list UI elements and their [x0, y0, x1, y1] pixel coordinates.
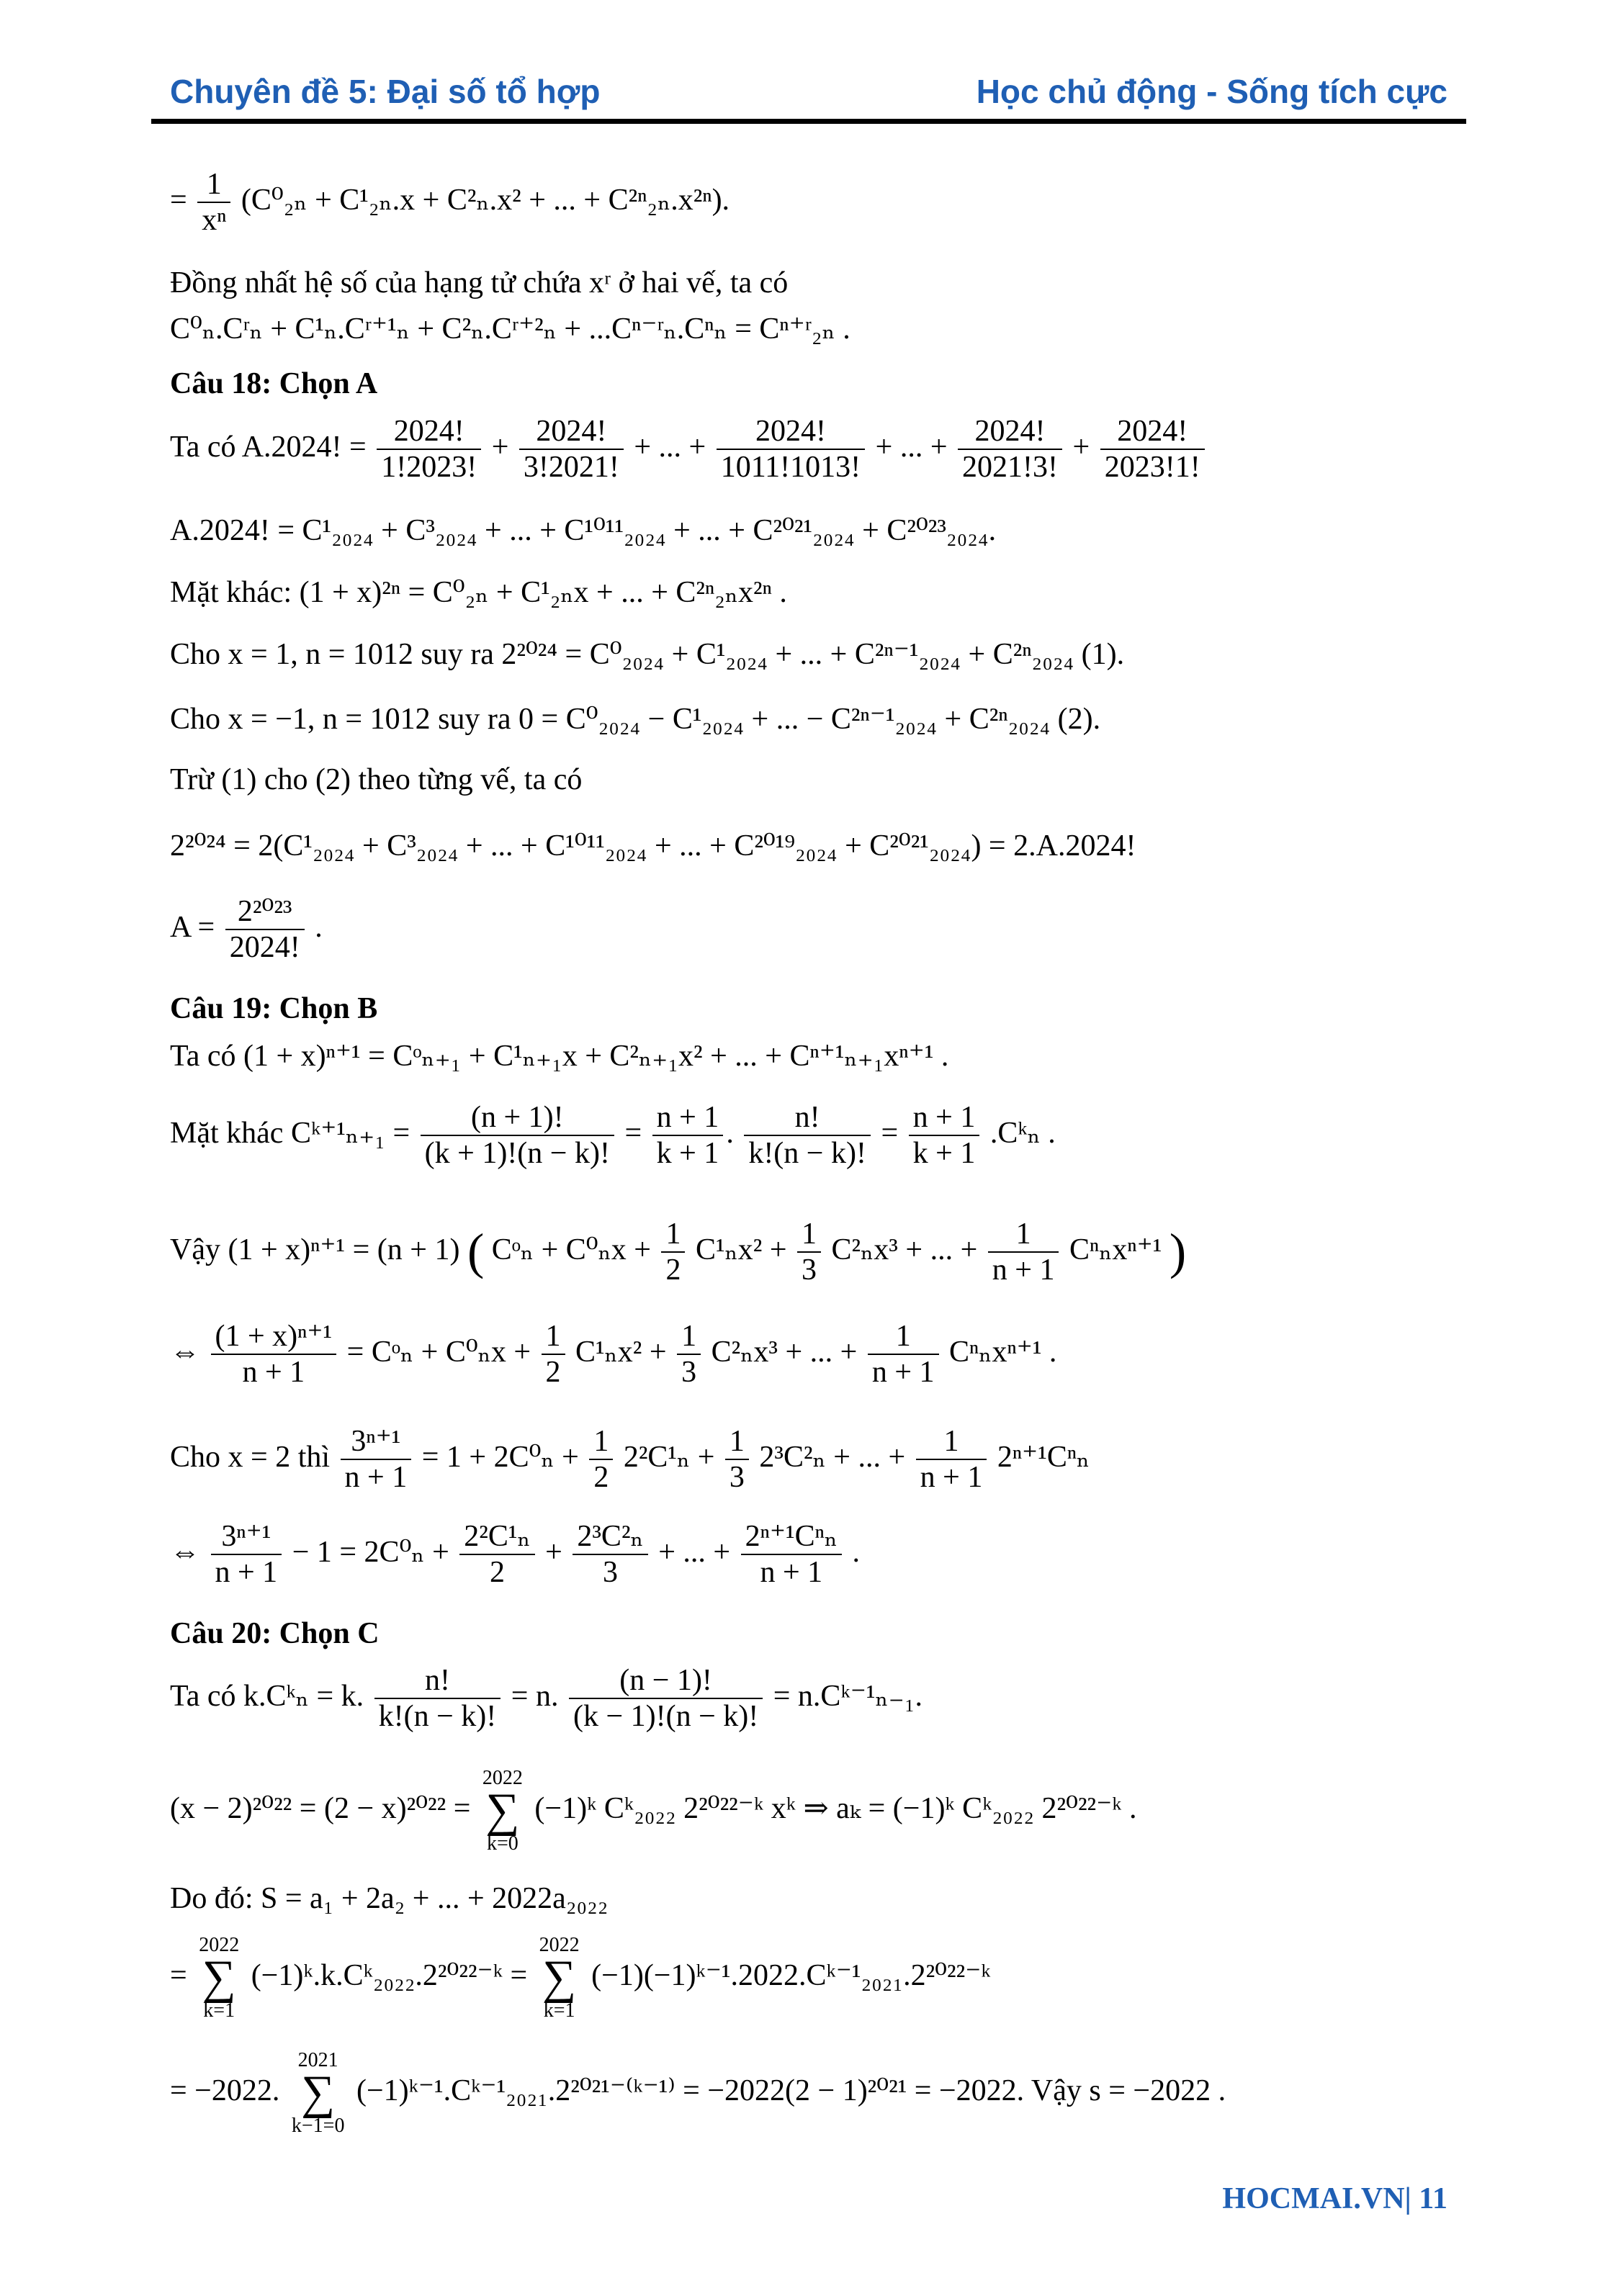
- fraction: [797, 1217, 821, 1288]
- fraction: [1100, 414, 1205, 485]
- expression: (−1)ᵏ Cᵏ₂₀₂₂ 2²⁰²²⁻ᵏ xᵏ ⇒ aₖ = (−1)ᵏ Cᵏ₂₀₂₂ 2²⁰²²⁻ᵏ .: [534, 1791, 1137, 1825]
- equation-line: ⇔ $\frac{\text{3ⁿ⁺¹}}{n + 1}$ − 1 = 2C⁰ₙ + $\frac{\text{2²C¹ₙ}}{2}$ + $\frac{\text{2³C²ₙ}}{3}$ + ... + $\frac{\text{2ⁿ⁺¹Cⁿₙ}}{n + 1}$ .: [170, 1520, 860, 1590]
- equivalence-sign: ⇔: [170, 1535, 200, 1569]
- equivalence-sign: ⇔: [170, 1335, 200, 1369]
- expression: Cho x = 2 thì: [170, 1440, 331, 1474]
- expression: Cⁿₙxⁿ⁺¹: [1069, 1233, 1162, 1266]
- expression: Cᵒₙ + C⁰ₙx +: [491, 1233, 651, 1266]
- denominator: 3: [681, 1356, 697, 1390]
- denominator: k!(n − k)!: [378, 1700, 497, 1734]
- denominator: 2024!: [229, 931, 300, 965]
- fraction: [909, 1100, 980, 1171]
- denominator: 2021!3!: [962, 451, 1059, 485]
- fraction: [211, 1519, 282, 1590]
- numerator: 1: [988, 1217, 1059, 1253]
- equation-line: Ta có A.2024! = $\frac{2024!}{1!2023!}$ + $\frac{2024!}{3!2021!}$ + ... + $\frac{2024!}{1011!1013!}$ + ... + $\frac{2024!}{2021!3!}$ + $\frac{2024!}{2023!1!}$: [170, 414, 1208, 485]
- fraction: [573, 1519, 647, 1590]
- numerator: 1: [797, 1217, 821, 1253]
- fraction: [725, 1424, 749, 1495]
- expression: (−1)ᵏ.k.Cᵏ₂₀₂₂.2²⁰²²⁻ᵏ =: [251, 1958, 528, 1992]
- denominator: (k + 1)!(n − k)!: [424, 1137, 610, 1171]
- denominator: n + 1: [992, 1253, 1055, 1287]
- expression: 2ⁿ⁺¹Cⁿₙ: [997, 1440, 1090, 1474]
- numerator: 3ⁿ⁺¹: [341, 1424, 412, 1460]
- fraction: [652, 1100, 724, 1171]
- denominator: n + 1: [760, 1556, 823, 1590]
- numerator: 1: [916, 1424, 987, 1460]
- expression: .: [852, 1535, 860, 1569]
- expression: 2²C¹ₙ +: [623, 1440, 715, 1474]
- fraction: [958, 414, 1062, 485]
- lower-limit: k=1: [543, 1999, 575, 2022]
- expression: 2³C²ₙ + ... +: [759, 1440, 906, 1474]
- numerator: 2024!: [958, 414, 1062, 450]
- summation: [539, 1935, 580, 2021]
- equation-line: [170, 1663, 923, 1734]
- expression: (−1)(−1)ᵏ⁻¹.2022.Cᵏ⁻¹₂₀₂₁.2²⁰²²⁻ᵏ: [591, 1958, 991, 1992]
- fraction: [421, 1100, 614, 1171]
- expression: = 1 + 2C⁰ₙ +: [421, 1440, 579, 1474]
- denominator: 3: [603, 1556, 619, 1590]
- denominator: 3: [802, 1253, 817, 1287]
- sigma-icon: ∑: [202, 1951, 236, 2004]
- numerator: 1: [589, 1424, 613, 1460]
- sigma-icon: ∑: [301, 2066, 336, 2119]
- expression: Ta có k.Cᵏₙ = k.: [170, 1679, 364, 1713]
- equation-line: A.2024! = C¹₂₀₂₄ + C³₂₀₂₄ + ... + C¹⁰¹¹₂₀₂₄ + ... + C²⁰²¹₂₀₂₄ + C²⁰²³₂₀₂₄.: [170, 514, 997, 547]
- numerator: n!: [744, 1100, 871, 1136]
- equation-line: Do đó: S = a₁ + 2a₂ + ... + 2022a₂₀₂₂: [170, 1882, 609, 1915]
- text-line: Trừ (1) cho (2) theo từng vế, ta có: [170, 763, 583, 796]
- denominator: 1011!1013!: [720, 451, 861, 485]
- fraction: [197, 167, 230, 238]
- lower-limit: k=0: [487, 1832, 519, 1855]
- equation-line: [170, 2050, 1226, 2136]
- equation-line: [170, 1217, 1186, 1288]
- denominator: 2023!1!: [1104, 451, 1200, 485]
- equation-line: Ta có (1 + x)ⁿ⁺¹ = Cᵒₙ₊₁ + C¹ₙ₊₁x + C²ₙ₊₁x² + ... + Cⁿ⁺¹ₙ₊₁xⁿ⁺¹ .: [170, 1040, 949, 1073]
- numerator: (n + 1)!: [421, 1100, 614, 1136]
- upper-limit: 2021: [297, 2049, 338, 2071]
- header-slogan: Học chủ động - Sống tích cực: [976, 73, 1447, 110]
- equation-line: Mặt khác: (1 + x)²ⁿ = C⁰₂ₙ + C¹₂ₙx + ... + C²ⁿ₂ₙx²ⁿ .: [170, 576, 787, 609]
- equation-line: Mặt khác Cᵏ⁺¹ₙ₊₁ = $\frac{(n + 1)!}{(k + 1)!(n - k)!}$ = $\frac{n + 1}{k + 1}$ . $\frac{n!}{k!(n - k)!}$ = $\frac{n + 1}{k + 1}$ .Cᵏₙ .: [170, 1101, 1056, 1171]
- fraction: [677, 1319, 701, 1390]
- numerator: 2024!: [717, 414, 865, 450]
- question-heading: Câu 20: Chọn C: [170, 1617, 380, 1650]
- fraction: [225, 894, 305, 965]
- denominator: n + 1: [920, 1461, 983, 1495]
- sigma-icon: ∑: [542, 1951, 577, 2004]
- denominator: 3: [729, 1461, 745, 1495]
- denominator: n + 1: [215, 1556, 278, 1590]
- expression: = n.: [511, 1679, 559, 1713]
- expression: Vậy (1 + x)ⁿ⁺¹ = (n + 1): [170, 1233, 460, 1266]
- expression: C¹ₙx² +: [695, 1233, 787, 1266]
- fraction: [741, 1519, 842, 1590]
- denominator: 2: [545, 1356, 561, 1390]
- equation-line: [170, 167, 730, 238]
- denominator: 2: [665, 1253, 681, 1287]
- expression: = −2022.: [170, 2074, 280, 2107]
- numerator: 1: [542, 1319, 565, 1355]
- fraction: [459, 1519, 534, 1590]
- fraction: [744, 1100, 871, 1171]
- numerator: n + 1: [652, 1100, 724, 1136]
- fraction: [589, 1424, 613, 1495]
- expression: = n.Cᵏ⁻¹ₙ₋₁.: [773, 1679, 923, 1713]
- numerator: 3ⁿ⁺¹: [211, 1519, 282, 1555]
- fraction: [661, 1217, 685, 1288]
- numerator: 2³C²ₙ: [573, 1519, 647, 1555]
- equation-line: [170, 1424, 1090, 1495]
- expression: (C⁰₂ₙ + C¹₂ₙ.x + C²ₙ.x² + ... + C²ⁿ₂ₙ.x²ⁿ).: [241, 183, 730, 217]
- header-topic: Chuyên đề 5: Đại số tổ hợp: [170, 73, 601, 110]
- expression: + ... +: [658, 1535, 731, 1569]
- equation-line: C⁰ₙ.Cʳₙ + C¹ₙ.Cʳ⁺¹ₙ + C²ₙ.Cʳ⁺²ₙ + ...Cⁿ⁻ʳₙ.Cⁿₙ = Cⁿ⁺ʳ₂ₙ .: [170, 312, 850, 346]
- fraction: [374, 1663, 501, 1734]
- expression: Cⁿₙxⁿ⁺¹ .: [949, 1335, 1057, 1369]
- equation-line: [170, 1319, 1056, 1390]
- expression: Mặt khác Cᵏ⁺¹ₙ₊₁ =: [170, 1116, 410, 1150]
- numerator: 1: [197, 167, 230, 203]
- summation: [482, 1768, 523, 1854]
- right-paren: ): [1169, 1224, 1187, 1280]
- expression: + ... +: [634, 430, 706, 464]
- equation-line: [170, 1935, 991, 2021]
- header-divider: [151, 119, 1466, 124]
- expression: C¹ₙx² +: [575, 1335, 667, 1369]
- upper-limit: 2022: [199, 1934, 240, 1956]
- numerator: 2ⁿ⁺¹Cⁿₙ: [741, 1519, 842, 1555]
- equation-line: [170, 1768, 1137, 1854]
- upper-limit: 2022: [482, 1767, 523, 1789]
- equation-line: 2²⁰²⁴ = 2(C¹₂₀₂₄ + C³₂₀₂₄ + ... + C¹⁰¹¹₂₀₂₄ + ... + C²⁰¹⁹₂₀₂₄ + C²⁰²¹₂₀₂₄) = 2.A.2024!: [170, 829, 1136, 863]
- fraction: [377, 414, 481, 485]
- equals: =: [170, 183, 187, 217]
- fraction: [211, 1319, 337, 1390]
- text-line: Đồng nhất hệ số của hạng tử chứa xʳ ở hai vế, ta có: [170, 266, 789, 300]
- left-paren: (: [467, 1224, 485, 1280]
- numerator: 2²⁰²³: [225, 894, 305, 930]
- lower-limit: k=1: [203, 1999, 235, 2022]
- equation-line: Cho x = 1, n = 1012 suy ra 2²⁰²⁴ = C⁰₂₀₂₄ + C¹₂₀₂₄ + ... + C²ⁿ⁻¹₂₀₂₄ + C²ⁿ₂₀₂₄ (1).: [170, 638, 1125, 671]
- page-footer: HOCMAI.VN| 11: [1222, 2182, 1447, 2215]
- denominator: n + 1: [242, 1356, 305, 1390]
- numerator: 1: [677, 1319, 701, 1355]
- expression: .Cᵏₙ .: [989, 1116, 1056, 1150]
- summation: [292, 2050, 345, 2136]
- numerator: 2024!: [519, 414, 624, 450]
- summation: [199, 1935, 239, 2021]
- expression: .: [315, 910, 323, 944]
- denominator: k!(n − k)!: [748, 1137, 866, 1171]
- equals: =: [170, 1958, 187, 1992]
- fraction: [569, 1663, 763, 1734]
- question-heading: Câu 18: Chọn A: [170, 367, 378, 400]
- denominator: 3!2021!: [523, 451, 619, 485]
- expression: = Cᵒₙ + C⁰ₙx +: [346, 1335, 531, 1369]
- expression: (x − 2)²⁰²² = (2 − x)²⁰²² =: [170, 1791, 471, 1825]
- expression: − 1 = 2C⁰ₙ +: [292, 1535, 449, 1569]
- question-heading: Câu 19: Chọn B: [170, 992, 378, 1025]
- numerator: 1: [661, 1217, 685, 1253]
- equation-line: [170, 894, 323, 965]
- expression: Ta có A.2024! =: [170, 430, 367, 464]
- denominator: 1!2023!: [381, 451, 477, 485]
- fraction: [868, 1319, 939, 1390]
- numerator: 2024!: [1100, 414, 1205, 450]
- denominator: 2: [593, 1461, 609, 1495]
- fraction: [717, 414, 865, 485]
- numerator: 2024!: [377, 414, 481, 450]
- sigma-icon: ∑: [485, 1784, 520, 1837]
- expression: C²ₙx³ + ... +: [711, 1335, 858, 1369]
- fraction: [341, 1424, 412, 1495]
- fraction: [519, 414, 624, 485]
- denominator: n + 1: [344, 1461, 408, 1495]
- denominator: 2: [489, 1556, 505, 1590]
- numerator: n!: [374, 1663, 501, 1699]
- numerator: (1 + x)ⁿ⁺¹: [211, 1319, 337, 1355]
- lower-limit: k−1=0: [291, 2114, 345, 2137]
- denominator: xⁿ: [202, 204, 227, 238]
- numerator: (n − 1)!: [569, 1663, 763, 1699]
- denominator: (k − 1)!(n − k)!: [573, 1700, 759, 1734]
- denominator: k + 1: [912, 1137, 976, 1171]
- numerator: 1: [868, 1319, 939, 1355]
- numerator: n + 1: [909, 1100, 980, 1136]
- equation-line: Cho x = −1, n = 1012 suy ra 0 = C⁰₂₀₂₄ − C¹₂₀₂₄ + ... − C²ⁿ⁻¹₂₀₂₄ + C²ⁿ₂₀₂₄ (2).: [170, 703, 1101, 736]
- expression: (−1)ᵏ⁻¹.Cᵏ⁻¹₂₀₂₁.2²⁰²¹⁻⁽ᵏ⁻¹⁾ = −2022(2 − 1)²⁰²¹ = −2022. Vậy s = −2022 .: [356, 2074, 1226, 2107]
- numerator: 2²C¹ₙ: [459, 1519, 534, 1555]
- fraction: [988, 1217, 1059, 1288]
- numerator: 1: [725, 1424, 749, 1460]
- fraction: [542, 1319, 565, 1390]
- denominator: n + 1: [871, 1356, 935, 1390]
- expression: A =: [170, 910, 215, 944]
- upper-limit: 2022: [539, 1934, 580, 1956]
- fraction: [916, 1424, 987, 1495]
- expression: + ... +: [875, 430, 948, 464]
- expression: C²ₙx³ + ... +: [831, 1233, 978, 1266]
- denominator: k + 1: [656, 1137, 719, 1171]
